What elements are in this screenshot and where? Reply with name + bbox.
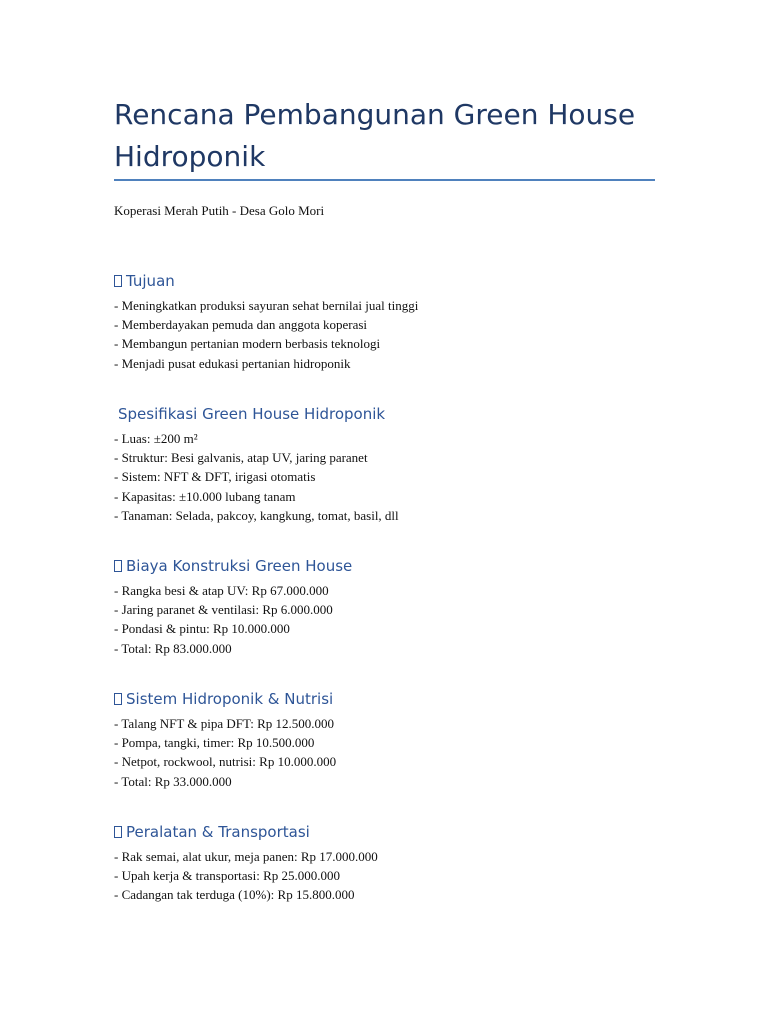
list-item: - Luas: ±200 m² — [114, 431, 198, 446]
section-list — [114, 581, 655, 658]
section-heading — [114, 821, 655, 843]
section-list — [114, 429, 655, 525]
list-item: - Rangka besi & atap UV: Rp 67.000.000 — [114, 583, 329, 598]
section-heading — [114, 403, 655, 425]
section-list — [114, 847, 655, 905]
list-item: - Netpot, rockwool, nutrisi: Rp 10.000.000 — [114, 754, 337, 770]
missing-glyph-icon — [114, 275, 122, 287]
list-item: - Sistem: NFT & DFT, irigasi otomatis — [114, 469, 316, 485]
section-heading-label: Peralatan & Transportasi — [126, 823, 310, 841]
document-subtitle: Koperasi Merah Putih - Desa Golo Mori — [114, 203, 325, 218]
list-item: - Jaring paranet & ventilasi: Rp 6.000.000 — [114, 602, 333, 618]
section-heading — [114, 270, 655, 292]
list-item: - Menjadi pusat edukasi pertanian hidroponik — [114, 355, 351, 371]
section-heading-label: Tujuan — [126, 272, 175, 290]
list-item: - Cadangan tak terduga (10%): Rp 15.800.000 — [114, 887, 355, 903]
list-item: - Memberdayakan pemuda dan anggota koperasi — [114, 317, 368, 333]
list-item: - Pompa, tangki, timer: Rp 10.500.000 — [114, 735, 315, 751]
list-item: - Struktur: Besi galvanis, atap UV, jaring paranet — [114, 450, 368, 466]
section-list — [114, 714, 655, 791]
section-sistem-hidroponik — [114, 688, 655, 791]
section-peralatan — [114, 821, 655, 905]
document-title: Rencana Pembangunan Green House Hidroponik — [114, 98, 636, 173]
section-heading — [114, 688, 655, 710]
section-spesifikasi — [114, 403, 655, 525]
section-tujuan — [114, 270, 655, 373]
list-item: - Total: Rp 33.000.000 — [114, 773, 232, 789]
section-list — [114, 296, 655, 373]
list-item: - Tanaman: Selada, pakcoy, kangkung, tomat, basil, dll — [114, 507, 399, 523]
title-underline — [114, 179, 655, 181]
section-heading — [114, 555, 655, 577]
list-item: - Total: Rp 83.000.000 — [114, 640, 232, 656]
section-heading-label: Spesifikasi Green House Hidroponik — [118, 405, 386, 423]
section-heading-label: Biaya Konstruksi Green House — [126, 557, 353, 575]
missing-glyph-icon — [114, 826, 122, 838]
list-item: - Membangun pertanian modern berbasis teknologi — [114, 336, 381, 352]
section-heading-label: Sistem Hidroponik & Nutrisi — [126, 690, 334, 708]
section-biaya-konstruksi — [114, 555, 655, 658]
list-item: - Meningkatkan produksi sayuran sehat bernilai jual tinggi — [114, 298, 419, 313]
list-item: - Pondasi & pintu: Rp 10.000.000 — [114, 621, 290, 637]
missing-glyph-icon — [114, 693, 122, 705]
missing-glyph-icon — [114, 560, 122, 572]
list-item: - Upah kerja & transportasi: Rp 25.000.000 — [114, 868, 341, 884]
list-item: - Rak semai, alat ukur, meja panen: Rp 17.000.000 — [114, 849, 378, 864]
list-item: - Kapasitas: ±10.000 lubang tanam — [114, 488, 296, 504]
list-item: - Talang NFT & pipa DFT: Rp 12.500.000 — [114, 716, 335, 731]
